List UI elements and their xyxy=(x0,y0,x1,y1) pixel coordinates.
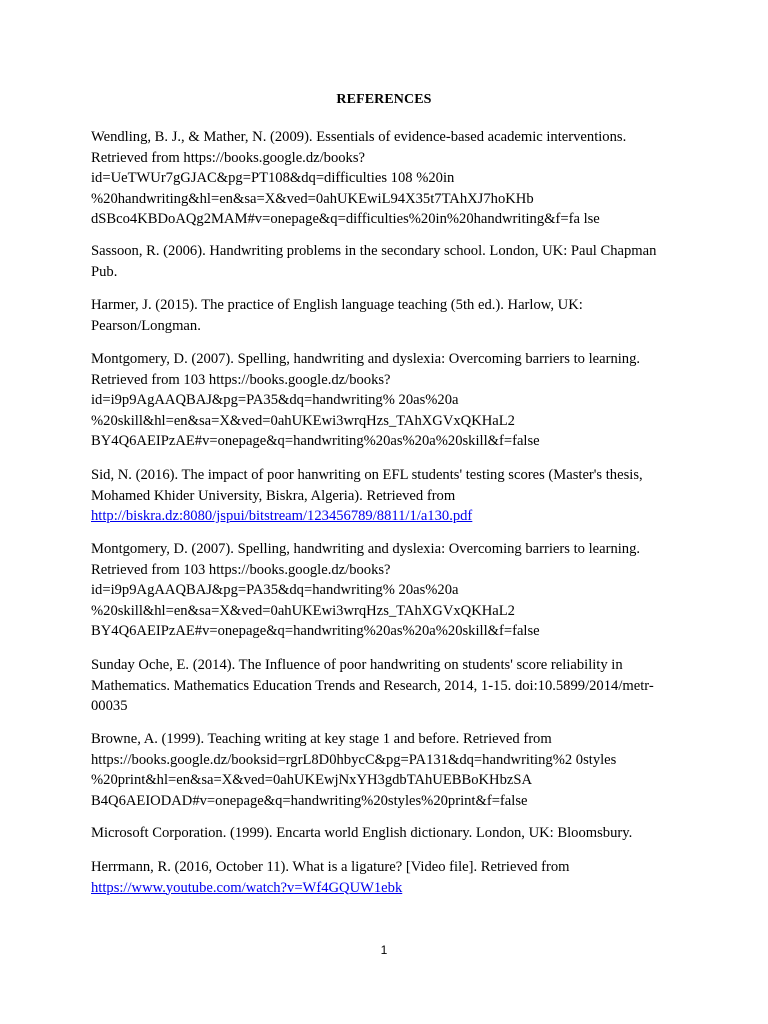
reference-entry xyxy=(91,295,691,336)
reference-text-line: id=UeTWUr7gGJAC&pg=PT108&dq=difficulties 108 %20in xyxy=(91,170,455,187)
reference-entry xyxy=(91,465,691,527)
page-number: 1 xyxy=(380,943,388,957)
reference-text-line: 00035 xyxy=(91,698,128,715)
reference-text-line: Montgomery, D. (2007). Spelling, handwriting and dyslexia: Overcoming barriers to learning. xyxy=(91,351,641,367)
reference-entry xyxy=(91,539,691,642)
reference-text-line: BY4Q6AEIPzAE#v=onepage&q=handwriting%20as%20a%20skill&f=false xyxy=(91,623,540,640)
reference-entry xyxy=(91,729,691,811)
reference-text-line: Microsoft Corporation. (1999). Encarta world English dictionary. London, UK: Bloomsbury. xyxy=(91,825,633,841)
reference-text-line: %20skill&hl=en&sa=X&ved=0ahUKEwi3wrqHzs_TAhXGVxQKHaL2 xyxy=(91,602,515,619)
reference-text-line: Pub. xyxy=(91,263,118,280)
reference-text-line: Montgomery, D. (2007). Spelling, handwriting and dyslexia: Overcoming barriers to learning. xyxy=(91,541,641,557)
reference-text-line: Wendling, B. J., & Mather, N. (2009). Essentials of evidence-based academic interventions. xyxy=(91,129,627,145)
reference-entry xyxy=(91,823,691,844)
reference-text-line: Herrmann, R. (2016, October 11). What is a ligature? [Video file]. Retrieved from xyxy=(91,859,570,875)
reference-text-line: %20print&hl=en&sa=X&ved=0ahUKEwjNxYH3gdbTAhUEBBoKHbzSA xyxy=(91,772,533,789)
reference-entry xyxy=(91,241,691,282)
reference-link[interactable]: https://www.youtube.com/watch?v=Wf4GQUW1ebk xyxy=(91,879,403,896)
page-title: REFERENCES xyxy=(336,92,432,107)
reference-text-line: Sunday Oche, E. (2014). The Influence of poor handwriting on students' score reliability in xyxy=(91,657,623,673)
reference-text-line: Mathematics. Mathematics Education Trends and Research, 2014, 1-15. doi:10.5899/2014/metr- xyxy=(91,677,654,694)
reference-text-line: id=i9p9AgAAQBAJ&pg=PA35&dq=handwriting% 20as%20a xyxy=(91,392,459,409)
reference-entry xyxy=(91,349,691,452)
reference-text-line: Browne, A. (1999). Teaching writing at key stage 1 and before. Retrieved from xyxy=(91,731,552,747)
reference-text-line: dSBco4KBDoAQg2MAM#v=onepage&q=difficulties%20in%20handwriting&f=fa lse xyxy=(91,211,600,228)
reference-text-line: BY4Q6AEIPzAE#v=onepage&q=handwriting%20as%20a%20skill&f=false xyxy=(91,433,540,450)
reference-text-line: id=i9p9AgAAQBAJ&pg=PA35&dq=handwriting% 20as%20a xyxy=(91,582,459,599)
reference-text-line: %20handwriting&hl=en&sa=X&ved=0ahUKEwiL94X35t7TAhXJ7hoKHb xyxy=(91,190,534,207)
reference-text-line: Pearson/Longman. xyxy=(91,317,201,334)
reference-text-line: Retrieved from 103 https://books.google.dz/books? xyxy=(91,371,391,388)
reference-text-line: Mohamed Khider University, Biskra, Algeria). Retrieved from xyxy=(91,487,456,504)
reference-text-line: https://books.google.dz/booksid=rgrL8D0hbycC&pg=PA131&dq=handwriting%2 0styles xyxy=(91,751,617,768)
reference-entry xyxy=(91,655,691,717)
reference-entry xyxy=(91,857,691,898)
reference-text-line: %20skill&hl=en&sa=X&ved=0ahUKEwi3wrqHzs_TAhXGVxQKHaL2 xyxy=(91,412,515,429)
reference-text-line: Harmer, J. (2015). The practice of English language teaching (5th ed.). Harlow, UK: xyxy=(91,297,583,313)
reference-link[interactable]: http://biskra.dz:8080/jspui/bitstream/123456789/8811/1/a130.pdf xyxy=(91,508,473,525)
reference-text-line: B4Q6AEIODAD#v=onepage&q=handwriting%20styles%20print&f=false xyxy=(91,792,528,809)
reference-text-line: Retrieved from https://books.google.dz/books? xyxy=(91,149,365,166)
reference-text-line: Sid, N. (2016). The impact of poor hanwriting on EFL students' testing scores (Master's thesis, xyxy=(91,467,643,483)
reference-text-line: Retrieved from 103 https://books.google.dz/books? xyxy=(91,561,391,578)
reference-entry xyxy=(91,127,691,230)
reference-text-line: Sassoon, R. (2006). Handwriting problems in the secondary school. London, UK: Paul Chapman xyxy=(91,243,657,259)
